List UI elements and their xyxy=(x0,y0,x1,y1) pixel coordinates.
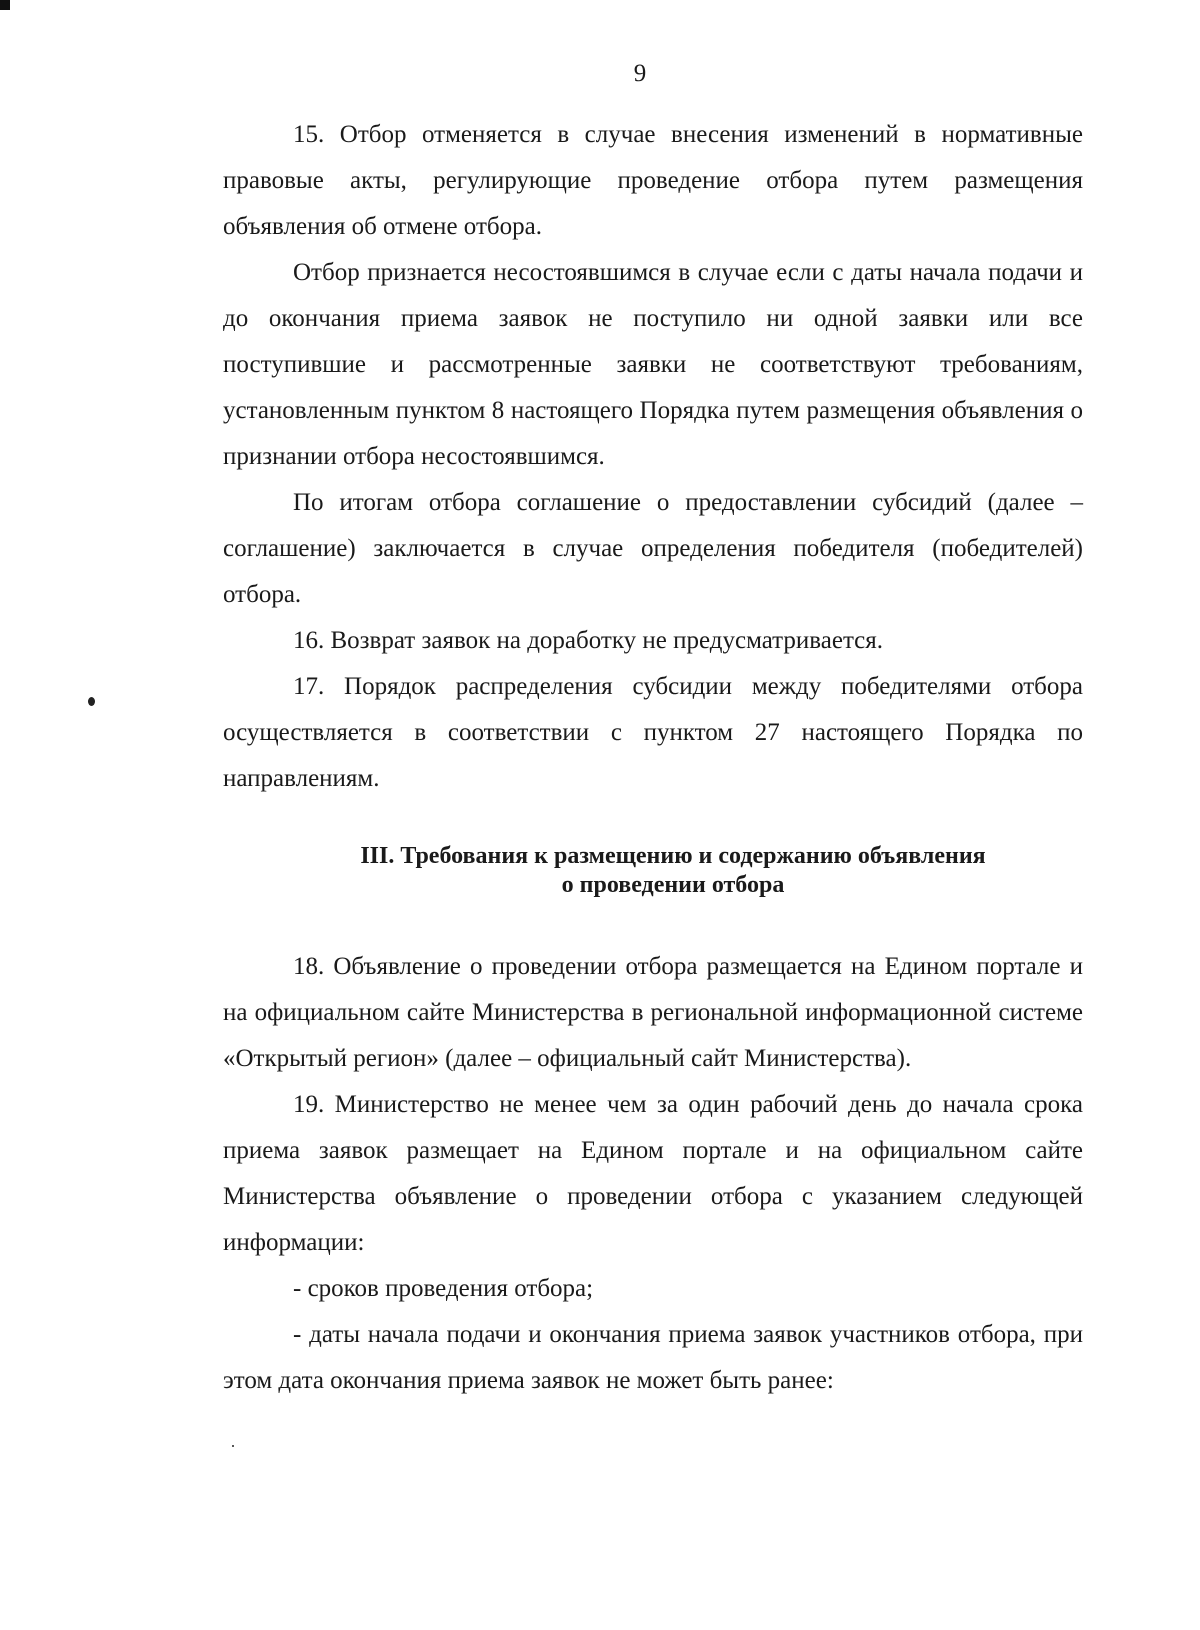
scan-corner-mark xyxy=(0,0,10,10)
paragraph-failed-selection: Отбор признается несостоявшимся в случае если с даты начала подачи и до окончания приема заявок не поступило ни одной заявки или все поступившие и рассмотренные заявки не соответствуют требованиям, установленным пунктом 8 настоящего Порядка путем размещения объявления о признании отбора несостоявшимся. xyxy=(223,259,1083,470)
list-item-dates: - даты начала подачи и окончания приема заявок участников отбора, при этом дата окончания приема заявок не может быть ранее: xyxy=(223,1321,1083,1394)
scan-speck xyxy=(88,697,95,706)
paragraph-17: 17. Порядок распределения субсидии между победителями отбора осуществляется в соответствии с пунктом 27 настоящего Порядка по направлениям. xyxy=(223,673,1083,792)
paragraph-agreement: По итогам отбора соглашение о предоставлении субсидий (далее – соглашение) заключается в случае определения победителя (победителей) отбора. xyxy=(223,489,1083,608)
paragraph-15: 15. Отбор отменяется в случае внесения изменений в нормативные правовые акты, регулирующие проведение отбора путем размещения объявления об отмене отбора. xyxy=(223,121,1083,240)
document-body xyxy=(223,112,1083,1404)
section-heading-line-2: о проведении отбора xyxy=(561,872,785,898)
section-heading xyxy=(223,842,1083,900)
paragraph-16: 16. Возврат заявок на доработку не предусматривается. xyxy=(293,627,884,654)
scan-speck xyxy=(232,1445,234,1447)
list-item-deadlines: - сроков проведения отбора; xyxy=(293,1275,594,1302)
page-number: 9 xyxy=(633,60,647,87)
paragraph-18: 18. Объявление о проведении отбора размещается на Едином портале и на официальном сайте Министерства в региональной информационной системе «Открытый регион» (далее – официальный сайт Министерства). xyxy=(223,953,1083,1072)
section-heading-line-1: III. Требования к размещению и содержанию объявления xyxy=(360,843,986,869)
paragraph-19: 19. Министерство не менее чем за один рабочий день до начала срока приема заявок размещает на Едином портале и на официальном сайте Министерства объявление о проведении отбора с указанием следующей информации: xyxy=(223,1091,1083,1256)
